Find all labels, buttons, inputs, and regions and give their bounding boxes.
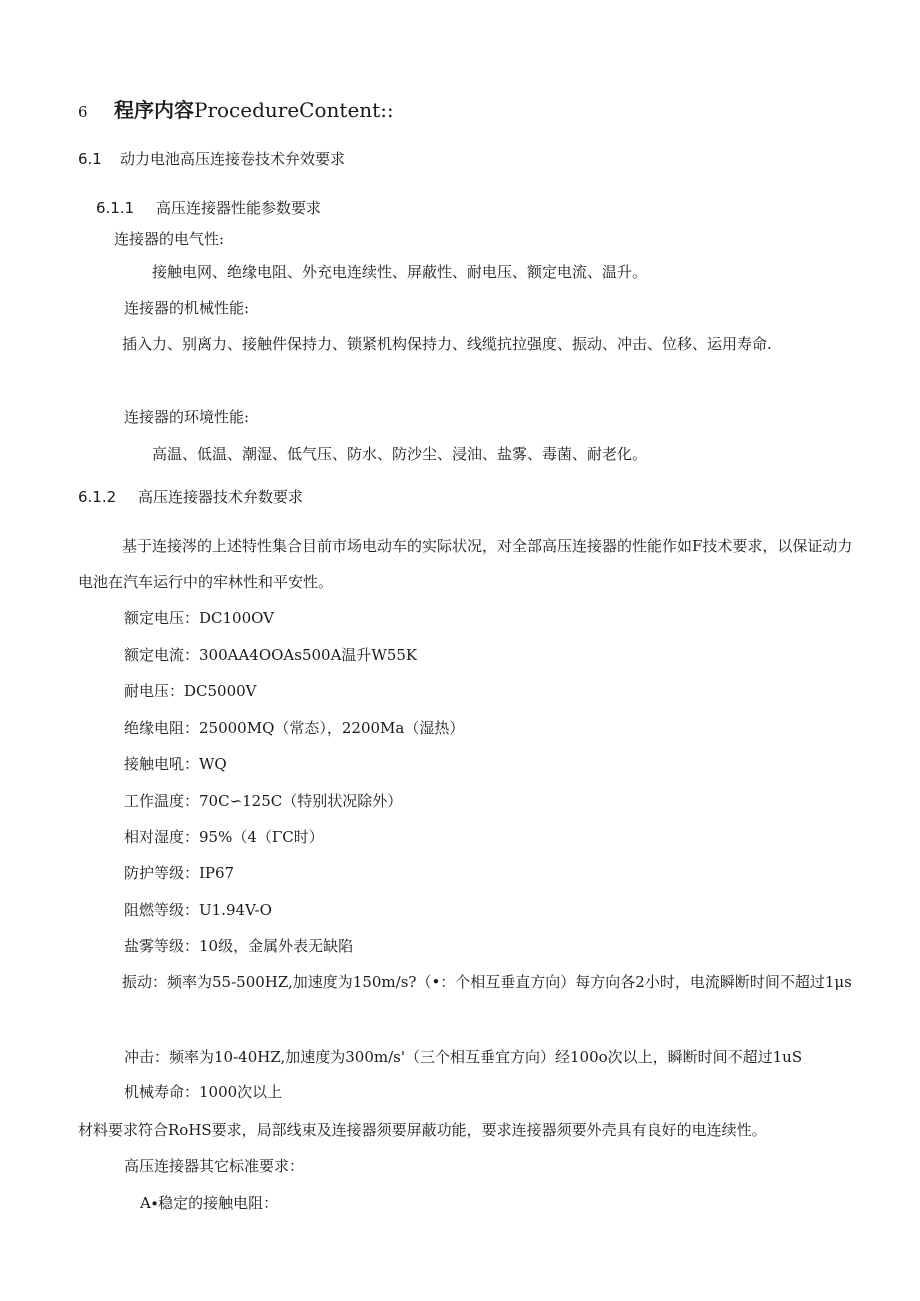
electrical-items: 接触电网、绝缘电阻、外充电连续性、屏蔽性、耐电压、额定电流、温升。: [152, 263, 648, 281]
other-item-a: A∙稳定的接触电阻：: [140, 1194, 279, 1212]
spec-flame: 阻燃等级：U1.94V-O: [124, 901, 272, 919]
electrical-label: 连接器的电气性:: [114, 230, 225, 248]
section-6-1-1-heading: [96, 197, 696, 219]
section-number: 6.1.2: [78, 488, 117, 506]
spec-contact-resistance: 接触电吼：WQ: [124, 755, 227, 773]
environment-items: 高温、低温、潮湿、低气压、防水、防沙尘、浸油、盐雾、毒菌、耐老化。: [152, 445, 648, 463]
mechanical-label: 连接器的机械性能:: [124, 299, 250, 317]
section-title-cn: 程序内容: [114, 98, 194, 122]
intro-paragraph: 基于连接涔的上述特性集合目前市场电动车的实际状况，对全部高压连接器的性能作如F技术要求，以保证动力电池在汽车运行中的牢林性和平安性。: [78, 537, 853, 591]
spec-vibration: 振动：频率为55-500HZ,加速度为150m∕s?（•：个相互垂直方向）每方向各2小时，电流瞬断时间不超过1μs: [122, 973, 852, 991]
spec-humidity: 相对湿度：95%（4（ΓC时）: [124, 828, 324, 846]
spec-work-temp: 工作温度：70C∽125C（特别状况除外）: [124, 792, 403, 810]
section-number: 6.1.1: [96, 199, 135, 217]
section-6-1-heading: [78, 148, 678, 170]
spec-rated-current: 额定电流：300AA4OOAs500A温升W55K: [124, 646, 418, 664]
section-title: 高压连接器性能参数要求: [156, 199, 322, 217]
spec-withstand-voltage: 耐电压：DC5000V: [124, 682, 257, 700]
section-title-en: ProcedureContent::: [194, 98, 394, 122]
section-number: 6: [78, 103, 88, 121]
section-number: 6.1: [78, 150, 102, 168]
spec-protection: 防护等级：IP67: [124, 864, 235, 882]
spec-insulation: 绝缘电阻：25000MQ（常态），2200Ma（湿热）: [124, 719, 465, 737]
spec-salt-spray: 盐雾等级：10级，金属外表无缺陷: [124, 937, 354, 955]
section-6-heading: [78, 97, 678, 123]
environment-label: 连接器的环境性能:: [124, 408, 250, 426]
section-title: 动力电池高压连接卷技术弁效要求: [120, 150, 346, 168]
section-6-1-2-heading: [78, 486, 678, 508]
spec-rated-voltage: 额定电压：DC100OV: [124, 609, 275, 627]
other-standards-label: 高压连接器其它标准要求：: [124, 1157, 305, 1175]
material-requirement: 材料要求符合RoHS要求，局部线束及连接器须要屏蔽功能，要求连接器须要外壳具有良好的电连续性。: [78, 1121, 767, 1139]
spec-mech-life: 机械寿命：1000次以上: [124, 1083, 283, 1101]
section-title: 高压连接器技术弁数要求: [138, 488, 304, 506]
spec-shock: 冲击：频率为10-40HZ,加速度为300m∕s'（三个相互垂宜方向）经100o次以上，瞬断时间不超过1uS: [124, 1048, 803, 1066]
mechanical-items: 插入力、别离力、接触件保持力、锁紧机构保持力、线缆抗拉强度、振动、冲击、位移、运用寿命.: [122, 335, 772, 353]
